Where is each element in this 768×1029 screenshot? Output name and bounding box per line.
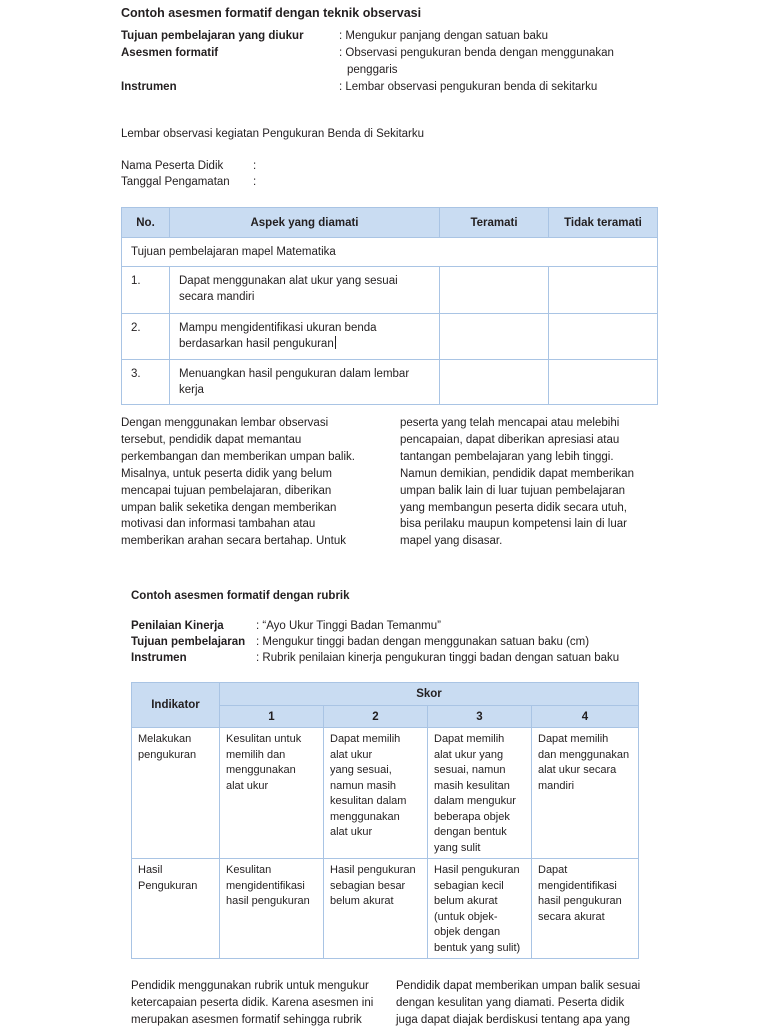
text-line: tantangan pembelajaran yang lebih tinggi. bbox=[400, 450, 614, 463]
text-line: dengan kesulitan yang diamati. Peserta didik bbox=[396, 996, 625, 1009]
text-line: Dapat memilih bbox=[330, 733, 401, 745]
aspect-line-text: berdasarkan hasil pengukuran bbox=[179, 338, 334, 350]
text-line: ketercapaian peserta didik. Karena asesmen ini bbox=[131, 996, 374, 1009]
text-line: hasil pengukuran bbox=[226, 895, 310, 907]
observation-date-separator: : bbox=[253, 176, 257, 188]
text-line: memilih dan bbox=[226, 748, 286, 761]
text-line: alat ukur bbox=[226, 779, 269, 792]
text-line: Hasil bbox=[138, 864, 163, 876]
text-line: dalam mengukur bbox=[434, 795, 516, 807]
text-line: peserta yang telah mencapai atau melebihi bbox=[400, 417, 620, 429]
rubric-table bbox=[131, 682, 639, 959]
field-label: Tujuan pembelajaran yang diukur bbox=[121, 30, 304, 42]
header-no: No. bbox=[122, 208, 170, 238]
field-value: : “Ayo Ukur Tinggi Badan Temanmu” bbox=[256, 620, 441, 632]
table-row bbox=[122, 360, 658, 405]
text-line: belum akurat bbox=[330, 895, 394, 907]
text-line: merupakan asesmen formatif sehingga rubrik bbox=[131, 1013, 362, 1026]
header-aspect: Aspek yang diamati bbox=[170, 208, 440, 238]
field-label: Asesmen formatif bbox=[121, 47, 219, 59]
table-row bbox=[122, 314, 658, 360]
text-line: Dapat memilih bbox=[434, 733, 505, 745]
header-not-observed: Tidak teramati bbox=[549, 208, 658, 238]
text-cursor bbox=[335, 336, 336, 349]
row-number: 2. bbox=[122, 314, 170, 360]
table-subheader-row bbox=[122, 238, 658, 267]
section1-title: Contoh asesmen formatif dengan teknik observasi bbox=[121, 6, 422, 20]
score-cell bbox=[532, 728, 639, 859]
score-cell bbox=[220, 728, 324, 859]
student-name-label: Nama Peserta Didik bbox=[121, 160, 224, 172]
text-line: Hasil pengukuran bbox=[434, 864, 520, 876]
field-value: : Observasi pengukuran benda dengan menggunakan bbox=[339, 47, 614, 59]
text-line: mengidentifikasi bbox=[226, 879, 305, 892]
text-line: alat ukur secara bbox=[538, 764, 617, 776]
sheet-title: Lembar observasi kegiatan Pengukuran Benda di Sekitarku bbox=[121, 128, 425, 140]
text-line: motivasi dan informasi tambahan atau bbox=[121, 518, 316, 531]
observation-date-label: Tanggal Pengamatan bbox=[121, 176, 230, 188]
student-name-separator: : bbox=[253, 160, 257, 172]
text-line: Namun demikian, pendidik dapat memberikan bbox=[400, 467, 634, 480]
text-line: sebagian besar bbox=[330, 879, 406, 892]
text-line: Dapat memilih bbox=[538, 733, 609, 745]
text-line: pencapaian, dapat diberikan apresiasi atau bbox=[400, 433, 620, 446]
text-line: hasil pengukuran bbox=[538, 895, 622, 907]
text-line: kesulitan dalam bbox=[330, 795, 407, 807]
text-line: Dapat bbox=[538, 864, 568, 876]
field-label: Instrumen bbox=[121, 81, 177, 93]
aspect-line: kerja bbox=[179, 384, 204, 396]
text-line: mengidentifikasi bbox=[538, 879, 617, 892]
text-line: pengukuran bbox=[138, 748, 197, 761]
text-line: Kesulitan bbox=[226, 864, 272, 876]
text-line: dengan bentuk bbox=[434, 826, 507, 838]
score-cell bbox=[428, 728, 532, 859]
not-observed-checkbox-cell[interactable] bbox=[549, 314, 658, 360]
text-line: secara akurat bbox=[538, 910, 605, 923]
row-number: 3. bbox=[122, 360, 170, 405]
field-value: : Mengukur tinggi badan dengan menggunakan satuan baku (cm) bbox=[256, 636, 590, 648]
field-value: : Lembar observasi pengukuran benda di sekitarku bbox=[339, 81, 598, 93]
text-line: mencapai tujuan pembelajaran, diberikan bbox=[121, 484, 332, 497]
score-cell bbox=[324, 859, 428, 959]
text-line: mandiri bbox=[538, 779, 575, 792]
observed-checkbox-cell[interactable] bbox=[440, 360, 549, 405]
aspect-line: Menuangkan hasil pengukuran dalam lembar bbox=[179, 368, 410, 380]
aspect-line bbox=[179, 336, 430, 352]
header-observed: Teramati bbox=[440, 208, 549, 238]
aspect-cell bbox=[170, 360, 440, 405]
text-line: Misalnya, untuk peserta didik yang belum bbox=[121, 467, 332, 480]
not-observed-checkbox-cell[interactable] bbox=[549, 267, 658, 314]
text-line: (untuk objek- bbox=[434, 910, 498, 923]
text-line: masih kesulitan bbox=[434, 779, 510, 792]
field-label: Penilaian Kinerja bbox=[131, 620, 224, 632]
text-line: menggunakan bbox=[226, 764, 296, 776]
text-line: perkembangan dan memberikan umpan balik. bbox=[121, 450, 355, 463]
text-line: objek dengan bbox=[434, 926, 501, 938]
row-number: 1. bbox=[122, 267, 170, 314]
rubric-row bbox=[132, 728, 639, 859]
observation-table bbox=[121, 207, 658, 405]
text-line: umpan balik lain di luar tujuan pembelajaran bbox=[400, 484, 626, 497]
text-line: dan menggunakan bbox=[538, 748, 630, 761]
field-label: Instrumen bbox=[131, 652, 187, 664]
observation-date-field bbox=[121, 174, 257, 190]
text-line: menggunakan bbox=[330, 810, 400, 823]
text-line: mapel yang disasar. bbox=[400, 535, 503, 548]
text-line: juga dapat diajak berdiskusi tentang apa yang bbox=[396, 1013, 631, 1026]
observed-checkbox-cell[interactable] bbox=[440, 314, 549, 360]
text-line: Pendidik menggunakan rubrik untuk mengukur bbox=[131, 980, 369, 992]
paragraph1-right-column bbox=[400, 415, 634, 550]
field-value: : Rubrik penilaian kinerja pengukuran tinggi badan dengan satuan baku bbox=[256, 652, 620, 664]
aspect-line: Mampu mengidentifikasi ukuran benda bbox=[179, 322, 377, 334]
text-line: beberapa objek bbox=[434, 810, 510, 823]
score-cell bbox=[220, 859, 324, 959]
aspect-line: Dapat menggunakan alat ukur yang sesuai bbox=[179, 275, 398, 287]
score-1-header: 1 bbox=[220, 706, 324, 728]
observed-checkbox-cell[interactable] bbox=[440, 267, 549, 314]
field-label: Tujuan pembelajaran bbox=[131, 636, 246, 648]
text-line: alat ukur yang bbox=[434, 748, 504, 761]
text-line: yang sulit bbox=[434, 841, 481, 854]
indicator-header: Indikator bbox=[132, 683, 220, 728]
text-line: bentuk yang sulit) bbox=[434, 941, 521, 954]
text-line: yang membangun peserta didik secara utuh, bbox=[400, 501, 627, 514]
text-line: sesuai, namun bbox=[434, 764, 506, 776]
text-line: belum akurat bbox=[434, 895, 498, 907]
text-line: tersebut, pendidik dapat memantau bbox=[121, 433, 302, 446]
indicator-cell bbox=[132, 859, 220, 959]
text-line: Pendidik dapat memberikan umpan balik sesuai bbox=[396, 980, 641, 992]
score-cell bbox=[324, 728, 428, 859]
aspect-line: secara mandiri bbox=[179, 291, 255, 303]
field-value: : Mengukur panjang dengan satuan baku bbox=[339, 30, 549, 42]
rubric-row bbox=[132, 859, 639, 959]
aspect-cell bbox=[170, 314, 440, 360]
aspect-cell bbox=[170, 267, 440, 314]
text-line: Melakukan bbox=[138, 733, 192, 745]
table-row bbox=[122, 267, 658, 314]
text-line: yang sesuai, bbox=[330, 764, 392, 776]
not-observed-checkbox-cell[interactable] bbox=[549, 360, 658, 405]
score-4-header: 4 bbox=[532, 706, 639, 728]
score-2-header: 2 bbox=[324, 706, 428, 728]
score-header: Skor bbox=[220, 683, 639, 706]
paragraph2-right-column bbox=[396, 978, 640, 1029]
paragraph1-left-column bbox=[121, 415, 355, 550]
text-line: Hasil pengukuran bbox=[330, 864, 416, 876]
text-line: bisa perilaku maupun kompetensi lain di luar bbox=[400, 518, 627, 531]
score-cell bbox=[532, 859, 639, 959]
text-line: namun masih bbox=[330, 779, 397, 792]
student-name-field bbox=[121, 158, 257, 174]
text-line: sebagian kecil bbox=[434, 879, 504, 892]
score-3-header: 3 bbox=[428, 706, 532, 728]
text-line: alat ukur bbox=[330, 826, 373, 838]
section2-title: Contoh asesmen formatif dengan rubrik bbox=[131, 590, 350, 602]
subheader-cell: Tujuan pembelajaran mapel Matematika bbox=[122, 238, 658, 267]
rubric-header-row bbox=[132, 683, 639, 706]
field-value-continued: penggaris bbox=[347, 64, 398, 76]
table-header-row bbox=[122, 208, 658, 238]
text-line: alat ukur bbox=[330, 748, 373, 761]
paragraph2-left-column bbox=[131, 978, 373, 1029]
text-line: Kesulitan untuk bbox=[226, 733, 302, 745]
text-line: memberikan arahan secara bertahap. Untuk bbox=[121, 535, 347, 548]
score-cell bbox=[428, 859, 532, 959]
text-line: Dengan menggunakan lembar observasi bbox=[121, 417, 329, 429]
indicator-cell bbox=[132, 728, 220, 859]
text-line: umpan balik seketika dengan memberikan bbox=[121, 501, 337, 514]
text-line: Pengukuran bbox=[138, 879, 198, 892]
